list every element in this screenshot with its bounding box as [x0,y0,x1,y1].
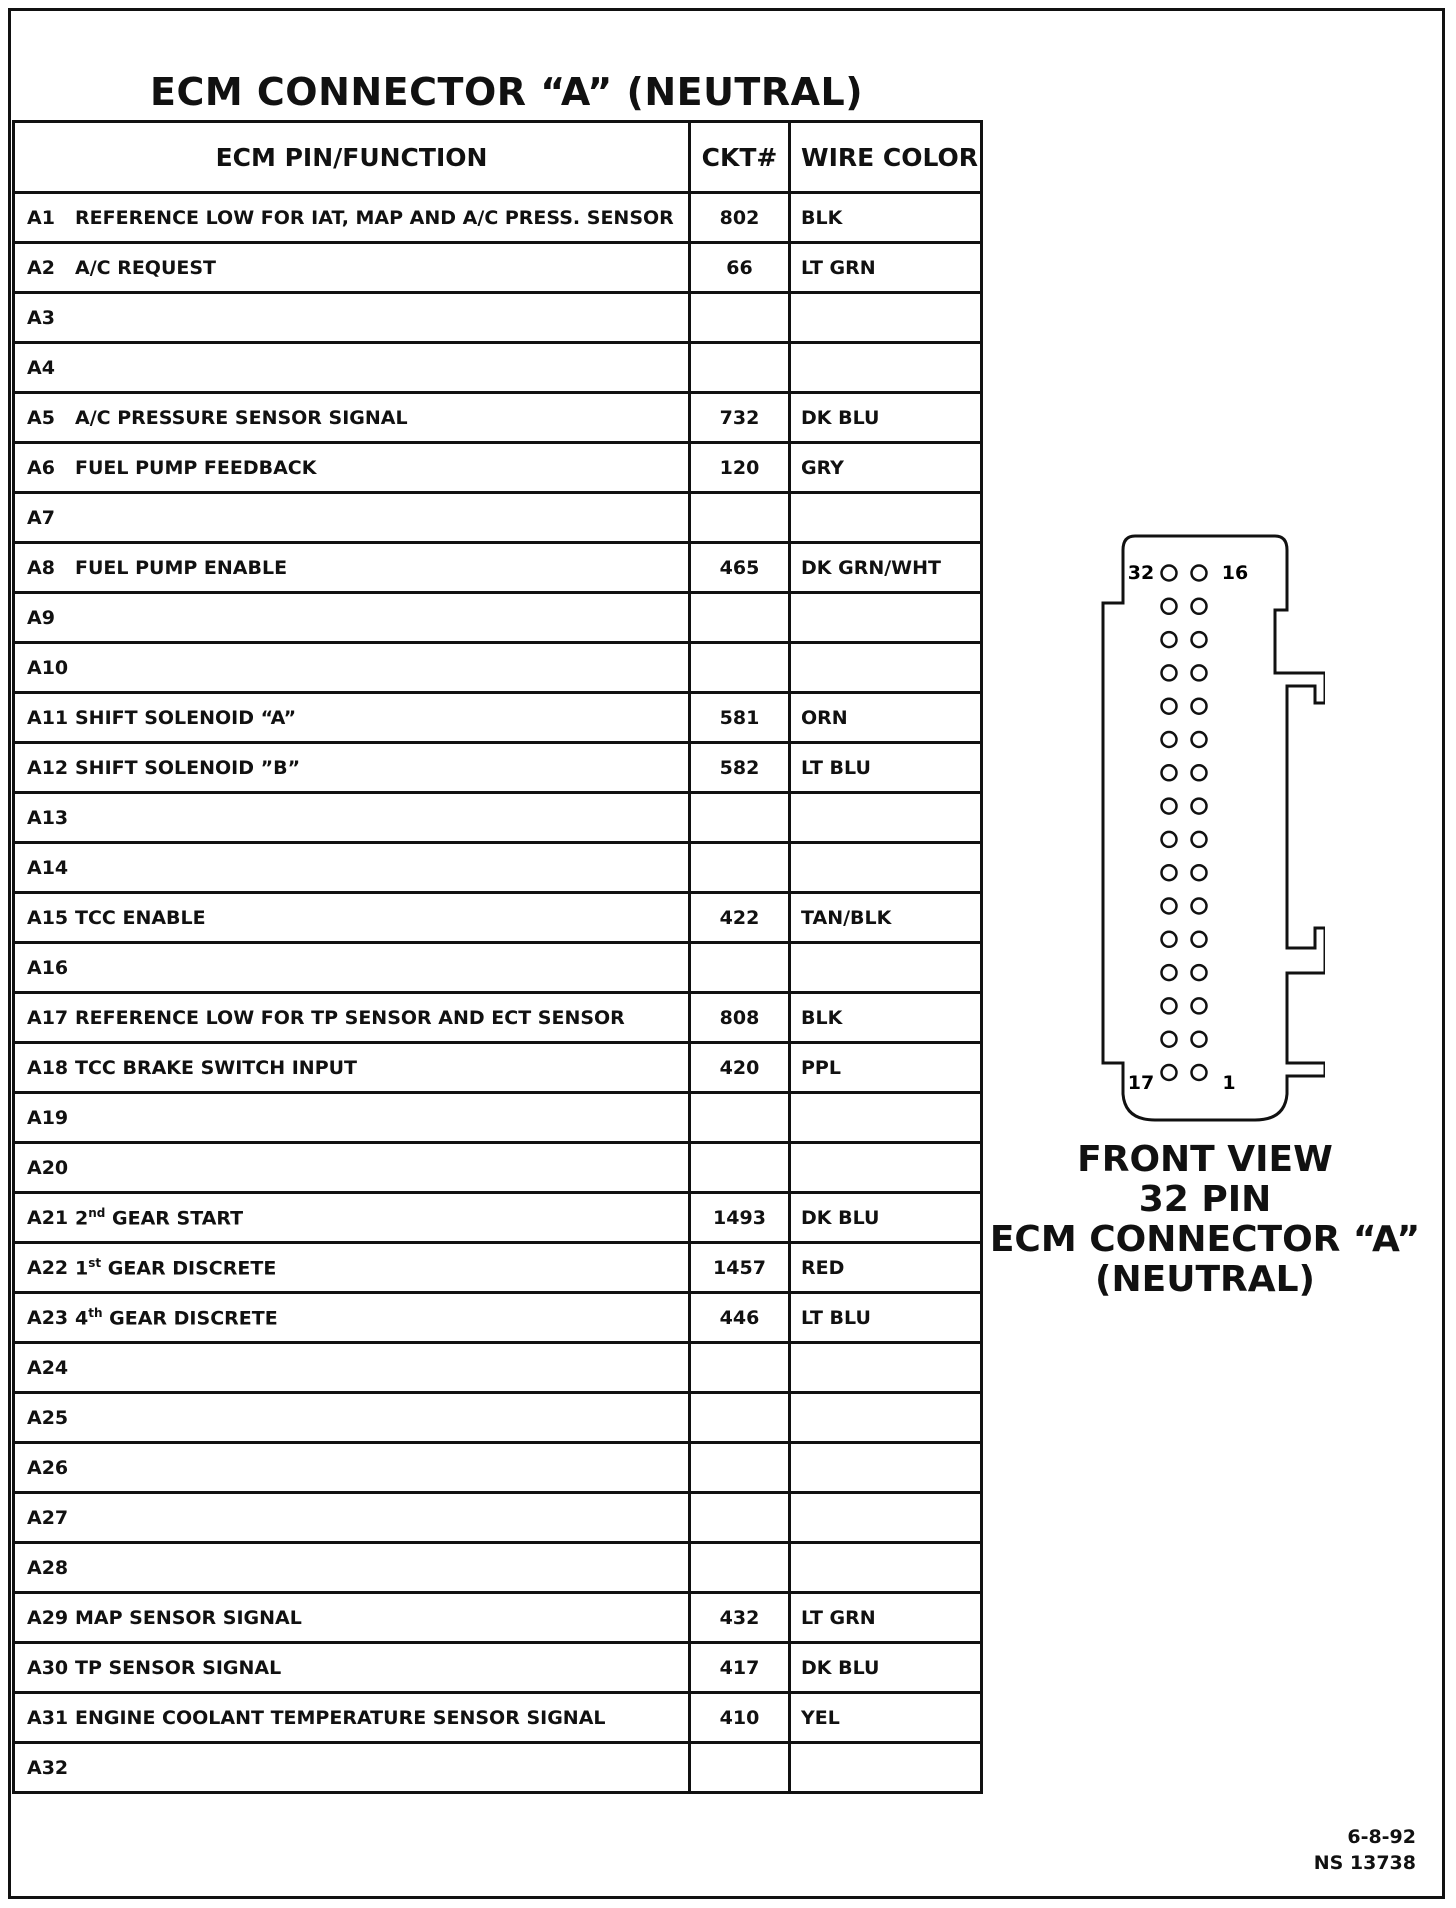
pin-function-cell [14,493,690,543]
pin-function-cell [14,443,690,493]
pin-function-cell [14,743,690,793]
pin-function-cell [14,1643,690,1693]
pin-id: A20 [27,1156,69,1179]
pin-hole [1162,599,1177,614]
page-title: ECM CONNECTOR “A” (NEUTRAL) [150,70,864,114]
pin-id: A21 [27,1207,69,1230]
circuit-number: 417 [690,1643,790,1693]
table-row [14,643,982,693]
table-row [14,843,982,893]
pin-label-17: 17 [1127,1072,1155,1094]
circuit-number: 420 [690,1043,790,1093]
pin-hole [1192,1032,1207,1047]
pin-function: GEAR START [112,1207,244,1230]
pin-id: A2 [27,256,55,279]
wire-color [790,593,982,643]
wire-color: DK BLU [790,1193,982,1243]
pin-hole [1192,699,1207,714]
circuit-number: 422 [690,893,790,943]
front-view-caption [985,1140,1425,1300]
pin-function-cell [14,543,690,593]
pin-hole [1162,765,1177,780]
pin-function-cell [14,993,690,1043]
pin-id: A30 [27,1656,69,1679]
pin-hole [1192,1065,1207,1080]
pin-id: A26 [27,1456,69,1479]
wire-color [790,1393,982,1443]
pin-hole [1192,599,1207,614]
circuit-number: 1457 [690,1243,790,1293]
pin-id: A15 [27,906,69,929]
circuit-number: 581 [690,693,790,743]
wire-color [790,1543,982,1593]
wire-color [790,793,982,843]
pin-hole [1162,566,1177,581]
pin-id: A24 [27,1356,69,1379]
circuit-number [690,1343,790,1393]
wire-color: BLK [790,993,982,1043]
circuit-number [690,1443,790,1493]
pin-function: REFERENCE LOW FOR IAT, MAP AND A/C PRESS. SENSOR [75,206,674,229]
pin-function-cell [14,1493,690,1543]
pin-id: A14 [27,856,69,879]
pin-function-cell [14,1693,690,1743]
pin-hole [1192,932,1207,947]
pin-function-cell [14,1293,690,1343]
circuit-number [690,793,790,843]
pin-function: GEAR DISCRETE [109,1307,278,1330]
circuit-number [690,293,790,343]
pin-id: A31 [27,1706,69,1729]
pin-function-cell [14,593,690,643]
table-row [14,1693,982,1743]
pin-id: A17 [27,1006,69,1029]
pin-label-1: 1 [1222,1072,1236,1094]
pin-function-cell [14,1393,690,1443]
circuit-number [690,343,790,393]
pin-id: A32 [27,1756,69,1779]
pin-hole [1192,632,1207,647]
pin-function-cell [14,243,690,293]
table-row [14,1143,982,1193]
pin-function: TP SENSOR SIGNAL [75,1656,282,1679]
circuit-number [690,1143,790,1193]
pin-hole [1162,632,1177,647]
pin-hole [1162,865,1177,880]
pin-hole [1162,965,1177,980]
circuit-number [690,843,790,893]
wire-color [790,1743,982,1793]
pin-hole [1162,699,1177,714]
wire-color [790,643,982,693]
circuit-number: 808 [690,993,790,1043]
wire-color [790,843,982,893]
header-function: ECM PIN/FUNCTION [14,122,690,193]
front-view-line-4: (NEUTRAL) [1095,1259,1315,1300]
pin-id: A18 [27,1056,69,1079]
header-ckt: CKT# [690,122,790,193]
circuit-number [690,1393,790,1443]
pin-hole [1192,965,1207,980]
wire-color [790,1093,982,1143]
wire-color [790,1443,982,1493]
pin-id: A4 [27,356,55,379]
pin-function-cell [14,1593,690,1643]
pin-function: TCC BRAKE SWITCH INPUT [75,1056,358,1079]
gear-ordinal-number: 1 [75,1257,89,1280]
pin-id: A19 [27,1106,69,1129]
circuit-number [690,943,790,993]
pin-id: A11 [27,706,69,729]
pin-id: A5 [27,406,55,429]
pin-id: A28 [27,1556,69,1579]
wire-color: BLK [790,193,982,243]
table-row [14,343,982,393]
wire-color: ORN [790,693,982,743]
table-row [14,393,982,443]
connector-housing-outline [1103,536,1325,1120]
pin-label-32: 32 [1127,562,1155,584]
pin-function: FUEL PUMP FEEDBACK [75,456,317,479]
pin-function: SHIFT SOLENOID ”B” [75,756,301,779]
table-row [14,1343,982,1393]
wire-color: LT GRN [790,1593,982,1643]
pin-hole [1162,732,1177,747]
table-row [14,1293,982,1343]
pin-id: A23 [27,1307,69,1330]
wire-color [790,1143,982,1193]
pin-function-cell [14,293,690,343]
pin-holes [1162,566,1207,1081]
pin-id: A6 [27,456,55,479]
pin-function-cell [14,1443,690,1493]
pin-function-cell [14,843,690,893]
circuit-number: 732 [690,393,790,443]
table-row [14,993,982,1043]
table-row [14,443,982,493]
pin-id: A22 [27,1257,69,1280]
table-row [14,493,982,543]
pin-function: A/C PRESSURE SENSOR SIGNAL [75,406,408,429]
table-row [14,1443,982,1493]
pin-id: A9 [27,606,55,629]
pin-function-cell [14,793,690,843]
pin-function-cell [14,893,690,943]
document-stamp [1314,1824,1416,1876]
circuit-number [690,1743,790,1793]
table-row [14,1243,982,1293]
pin-function-cell [14,1193,690,1243]
pin-id: A7 [27,506,55,529]
pin-id: A16 [27,956,69,979]
pin-id: A25 [27,1406,69,1429]
circuit-number: 582 [690,743,790,793]
pin-hole [1162,899,1177,914]
circuit-number: 120 [690,443,790,493]
pin-function: FUEL PUMP ENABLE [75,556,288,579]
circuit-number: 465 [690,543,790,593]
pin-function: SHIFT SOLENOID “A” [75,706,297,729]
pin-function: REFERENCE LOW FOR TP SENSOR AND ECT SENSOR [75,1006,625,1029]
pin-function: ENGINE COOLANT TEMPERATURE SENSOR SIGNAL [75,1706,606,1729]
table-row [14,693,982,743]
table-row [14,593,982,643]
pin-hole [1162,1032,1177,1047]
wire-color: LT BLU [790,1293,982,1343]
pin-function: TCC ENABLE [75,906,206,929]
table-row [14,743,982,793]
pin-id: A27 [27,1506,69,1529]
pin-function: GEAR DISCRETE [107,1257,277,1280]
pin-function-cell [14,1343,690,1393]
wire-color: DK GRN/WHT [790,543,982,593]
pin-id: A29 [27,1606,69,1629]
pin-hole [1192,665,1207,680]
table-header-row [14,122,982,193]
table-row [14,793,982,843]
pin-id: A1 [27,206,55,229]
circuit-number [690,1493,790,1543]
wire-color: YEL [790,1693,982,1743]
wire-color [790,1343,982,1393]
wire-color: GRY [790,443,982,493]
pin-function-cell [14,1743,690,1793]
pin-hole [1192,765,1207,780]
wire-color [790,493,982,543]
pin-hole [1162,998,1177,1013]
pin-function-cell [14,343,690,393]
gear-ordinal-number: 2 [75,1207,89,1230]
wire-color: RED [790,1243,982,1293]
front-view-line-1: FRONT VIEW [1077,1139,1333,1180]
circuit-number [690,1543,790,1593]
circuit-number [690,593,790,643]
circuit-number: 446 [690,1293,790,1343]
pin-id: A8 [27,556,55,579]
pin-id: A3 [27,306,55,329]
header-wire-color: WIRE COLOR [790,122,982,193]
table-row [14,1543,982,1593]
pin-function-cell [14,943,690,993]
pin-hole [1192,566,1207,581]
stamp-date: 6-8-92 [1347,1826,1416,1848]
table-row [14,1593,982,1643]
circuit-number [690,643,790,693]
pin-function-cell [14,1243,690,1293]
connector-front-view-diagram [1095,528,1325,1128]
pin-function-cell [14,1143,690,1193]
pin-hole [1192,865,1207,880]
table-row [14,193,982,243]
pin-function-cell [14,1043,690,1093]
front-view-line-2: 32 PIN [1138,1179,1272,1220]
pin-hole [1192,732,1207,747]
wire-color: TAN/BLK [790,893,982,943]
pin-function: A/C REQUEST [75,256,217,279]
pin-hole [1192,899,1207,914]
pin-function: MAP SENSOR SIGNAL [75,1606,302,1629]
pin-hole [1192,799,1207,814]
gear-ordinal-suffix: th [88,1305,103,1320]
gear-ordinal-suffix: st [88,1255,102,1270]
pin-hole [1162,832,1177,847]
table-row [14,893,982,943]
wire-color [790,1493,982,1543]
table-row [14,293,982,343]
wire-color: DK BLU [790,1643,982,1693]
wire-color [790,343,982,393]
pin-function-cell [14,1093,690,1143]
circuit-number: 432 [690,1593,790,1643]
pin-table [12,120,983,1794]
pin-hole [1192,832,1207,847]
pin-label-16: 16 [1221,562,1249,584]
pin-function-cell [14,193,690,243]
wire-color: LT GRN [790,243,982,293]
pin-id: A13 [27,806,69,829]
table-row [14,1493,982,1543]
pin-hole [1162,665,1177,680]
pin-hole [1162,932,1177,947]
table-row [14,1043,982,1093]
table-row [14,1643,982,1693]
wire-color [790,293,982,343]
circuit-number: 66 [690,243,790,293]
pin-id: A10 [27,656,69,679]
pin-hole [1162,1065,1177,1080]
table-row [14,1743,982,1793]
wire-color [790,943,982,993]
pin-function-cell [14,393,690,443]
table-row [14,943,982,993]
pin-function-cell [14,693,690,743]
pin-id: A12 [27,756,69,779]
table-row [14,1193,982,1243]
gear-ordinal-number: 4 [75,1307,89,1330]
circuit-number: 802 [690,193,790,243]
table-row [14,243,982,293]
wire-color: DK BLU [790,393,982,443]
wire-color: LT BLU [790,743,982,793]
pin-function-cell [14,643,690,693]
gear-ordinal-suffix: nd [88,1205,106,1220]
circuit-number [690,1093,790,1143]
front-view-line-3: ECM CONNECTOR “A” [989,1219,1421,1260]
pin-hole [1162,799,1177,814]
table-row [14,1093,982,1143]
wire-color: PPL [790,1043,982,1093]
pin-hole [1192,998,1207,1013]
table-row [14,543,982,593]
stamp-code: NS 13738 [1313,1852,1416,1874]
circuit-number [690,493,790,543]
table-row [14,1393,982,1443]
circuit-number: 1493 [690,1193,790,1243]
pin-function-cell [14,1543,690,1593]
circuit-number: 410 [690,1693,790,1743]
